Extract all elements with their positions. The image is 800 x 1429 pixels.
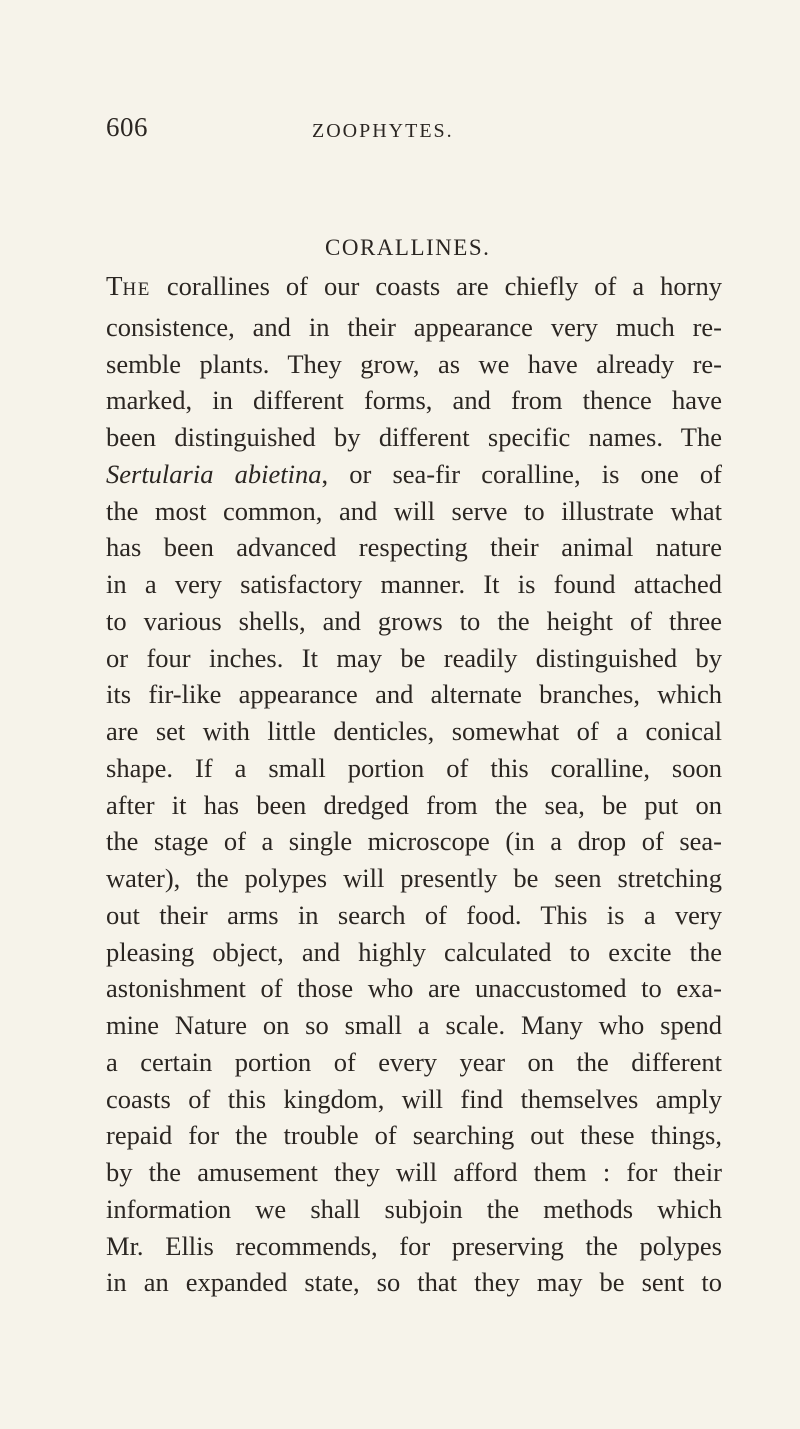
text-line: in a very satisfactory manner. It is found attached — [106, 569, 722, 599]
text-line: its fir-like appearance and alternate branches, which — [106, 679, 722, 710]
initial-letter: T — [106, 271, 123, 301]
text-line: Mr. Ellis recommends, for preserving the polypes — [106, 1230, 722, 1261]
text-line: been distinguished by different specific names. The — [106, 422, 722, 452]
text-line: are set with little denticles, somewhat of a conical — [106, 716, 722, 746]
text-line: shape. If a small portion of this coralline, soon — [106, 752, 722, 783]
text-line: astonishment of those who are unaccustomed to exa- — [106, 973, 722, 1004]
text-line — [106, 456, 722, 493]
text-line: in an expanded state, so that they may be sent to — [106, 1267, 722, 1298]
running-head: ZOOPHYTES. — [312, 120, 454, 142]
text-line-rest: corallines of our coasts are chiefly of a horny — [150, 271, 722, 301]
text-line: out their arms in search of food. This is a very — [106, 899, 722, 930]
text-line: a certain portion of every year on the different — [106, 1046, 722, 1077]
text-line: to various shells, and grows to the height of three — [106, 605, 722, 636]
text-line: mine Nature on so small a scale. Many who spend — [106, 1010, 722, 1040]
text-line: marked, in different forms, and from thence have — [106, 385, 722, 416]
text-line: consistence, and in their appearance very much re- — [106, 311, 722, 342]
text-line: the most common, and will serve to illustrate what — [106, 495, 722, 526]
text-line: after it has been dredged from the sea, be put on — [106, 789, 722, 820]
text-line: the stage of a single microscope (in a drop of sea- — [106, 826, 722, 857]
text-line-rest: , or sea-fir coralline, is one of — [321, 458, 722, 489]
text-line: by the amusement they will afford them : for their — [106, 1157, 722, 1187]
text-line: or four inches. It may be readily distinguished by — [106, 642, 722, 673]
page-number: 606 — [106, 112, 148, 142]
text-line: information we shall subjoin the methods which — [106, 1193, 722, 1224]
body-paragraph — [106, 268, 722, 1301]
text-line: coasts of this kingdom, will find themselves amply — [106, 1083, 722, 1114]
section-title: CORALLINES. — [325, 235, 491, 260]
species-name: Sertularia abietina — [106, 458, 322, 489]
text-line: semble plants. They grow, as we have already re- — [106, 348, 722, 379]
text-line: has been advanced respecting their animal nature — [106, 532, 722, 563]
text-line: repaid for the trouble of searching out these things, — [106, 1120, 722, 1151]
small-caps-word: HE — [122, 279, 151, 300]
text-line: water), the polypes will presently be seen stretching — [106, 863, 722, 893]
text-line — [106, 268, 722, 309]
text-line: pleasing object, and highly calculated to excite the — [106, 936, 722, 967]
